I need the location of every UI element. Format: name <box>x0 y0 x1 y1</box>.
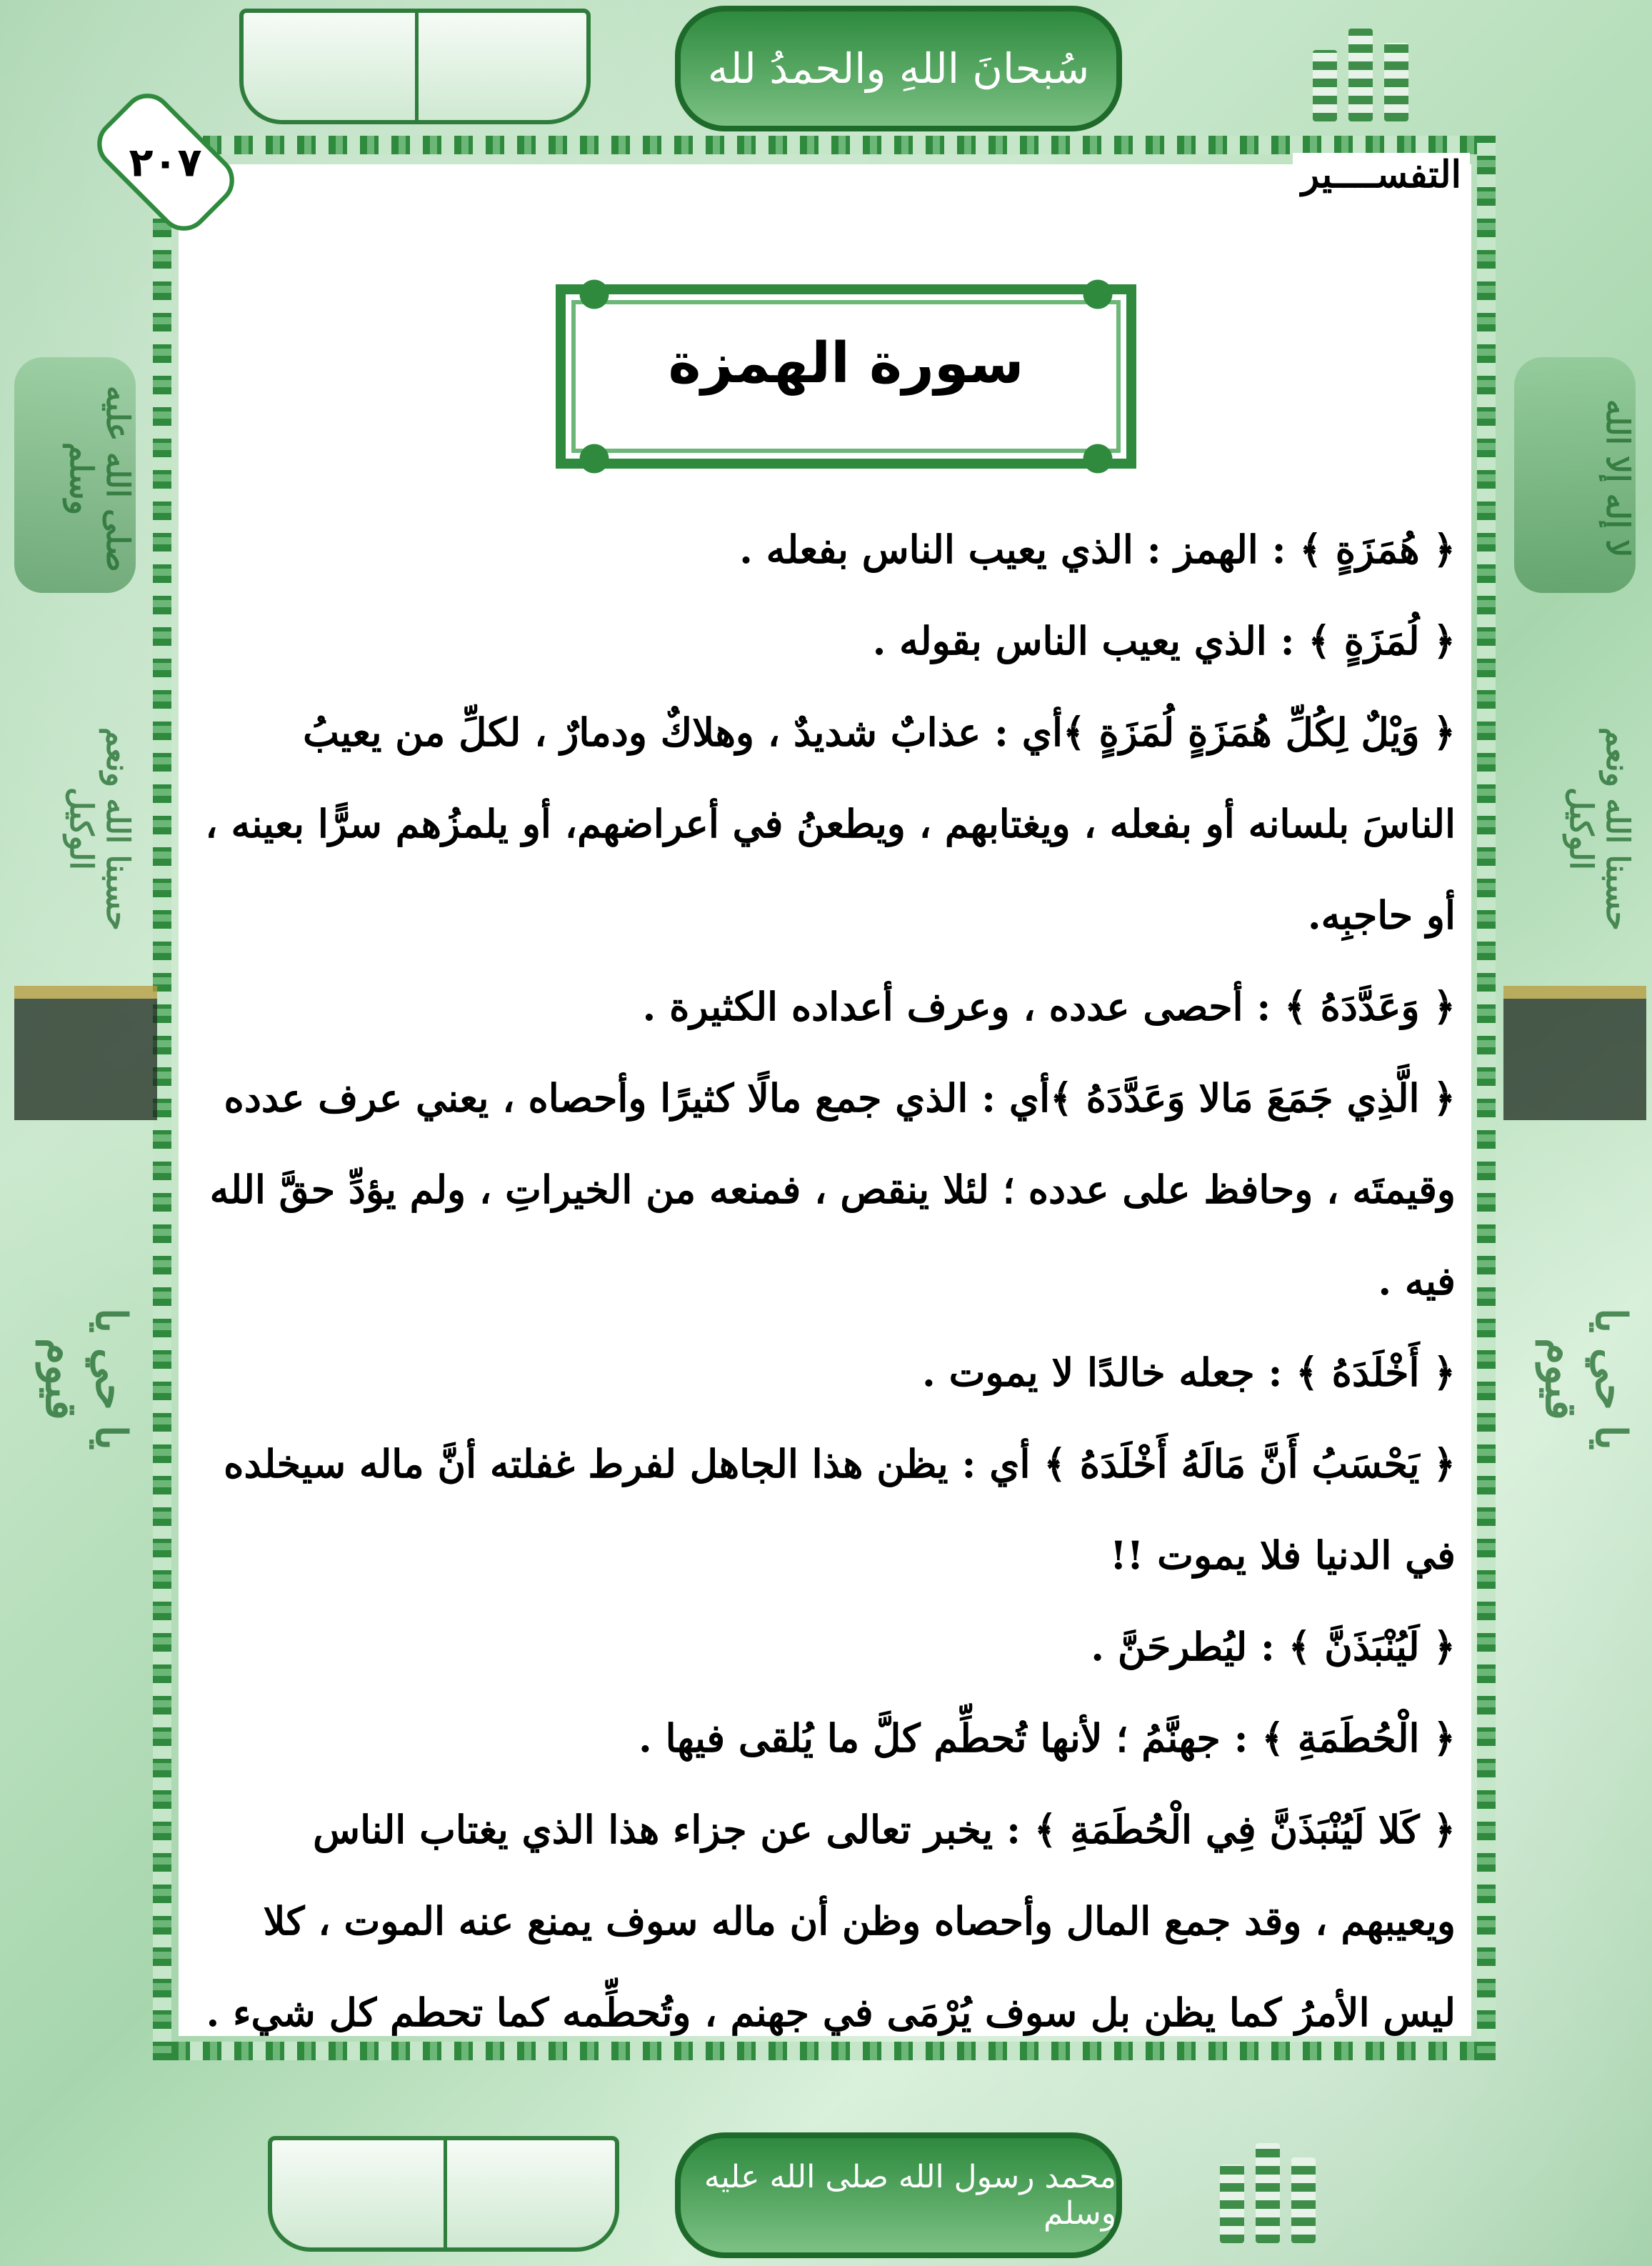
quran-term: ﴿ كَلا لَيُنْبَذَنَّ فِي الْحُطَمَةِ ﴾ <box>1033 1807 1456 1852</box>
explanation: : جهنَّمُ ؛ لأنها تُحطِّم كلَّ ما يُلقى فيها . <box>638 1715 1262 1761</box>
top-banner <box>675 6 1122 131</box>
kaaba-image <box>14 986 157 1120</box>
page-number: ٢٠٧ <box>129 139 203 186</box>
top-vine-border <box>171 136 1478 154</box>
kaaba-image <box>1503 986 1646 1120</box>
explanation: : ليُطرحَنَّ . <box>1091 1624 1288 1669</box>
open-book-icon <box>268 2136 619 2252</box>
explanation: أي : يظن هذا الجاهل لفرط غفلته أنَّ ماله سيخلده في الدنيا فلا يموت !! <box>224 1441 1456 1578</box>
tafsir-body <box>199 504 1456 2058</box>
top-banner-text: سُبحانَ اللهِ والحمدُ لله <box>707 44 1090 93</box>
surah-title: سورة الهمزة <box>668 331 1024 396</box>
left-side-calligraphy-1: صلى الله عليه وسلم <box>63 385 136 572</box>
tafsir-paragraph <box>199 1784 1456 2058</box>
explanation: أي : الذي جمع مالًا كثيرًا وأحصاه ، يعني عرف عدده وقيمتَه ، وحافظ على عدده ؛ لئلا ينقص ، فمنعه من الخيراتِ ، ولم يؤدِّ حقَّ الله فيه . <box>209 1075 1456 1304</box>
explanation: : أحصى عدده ، وعرف أعداده الكثيرة . <box>642 984 1285 1029</box>
frame-ornament <box>1055 273 1141 316</box>
tafsir-paragraph <box>199 1601 1456 1692</box>
left-side-calligraphy-3: يا حي يا قيوم <box>36 1307 136 1450</box>
open-book-icon <box>239 9 591 124</box>
tafsir-paragraph <box>199 961 1456 1052</box>
right-side-calligraphy-1: لا إله إلا الله <box>1599 399 1636 558</box>
quran-term: ﴿ لُمَزَةٍ ﴾ <box>1308 618 1456 664</box>
tafsir-paragraph <box>199 1418 1456 1601</box>
bottom-banner <box>675 2132 1122 2258</box>
explanation: : جعله خالدًا لا يموت . <box>922 1349 1296 1395</box>
quran-term: ﴿ يَحْسَبُ أَنَّ مَالَهُ أَخْلَدَهُ ﴾ <box>1043 1441 1456 1487</box>
tafsir-paragraph <box>199 595 1456 687</box>
tafsir-paragraph <box>199 687 1456 961</box>
right-vine-border <box>1477 136 1496 2060</box>
frame-ornament <box>551 273 637 316</box>
explanation: : الذي يعيب الناس بقوله . <box>872 618 1308 664</box>
explanation: : الهمز : الذي يعيب الناس بفعله . <box>739 526 1300 572</box>
candles-icon <box>1214 2136 1321 2243</box>
quran-term: ﴿ وَعَدَّدَهُ ﴾ <box>1284 984 1456 1029</box>
right-side-calligraphy-3: يا حي يا قيوم <box>1536 1307 1636 1450</box>
quran-term: ﴿ الْحُطَمَةِ ﴾ <box>1261 1715 1456 1761</box>
quran-term: ﴿ لَيُنْبَذَنَّ ﴾ <box>1288 1624 1456 1669</box>
tafsir-paragraph <box>199 1692 1456 1784</box>
right-side-calligraphy-2: حسبنا الله ونعم الوكيل <box>1563 727 1636 931</box>
tafsir-paragraph <box>199 1327 1456 1418</box>
explanation: : يخبر تعالى عن جزاء هذا الذي يغتاب الناس ويعيبهم ، وقد جمع المال وأحصاه وظن أن ماله سوف يمنع عنه الموت ، كلا ليس الأمرُ كما يظن بل سوف يُرْمَى في جهنم ، وتُحطِّمه كما تحطم كل شيء . <box>206 1807 1456 2035</box>
running-head: التفســــير <box>1293 153 1470 196</box>
quran-term: ﴿ هُمَزَةٍ ﴾ <box>1299 526 1456 572</box>
bottom-banner-text: محمد رسول الله صلى الله عليه وسلم <box>704 2159 1116 2232</box>
candles-icon <box>1307 14 1414 121</box>
tafsir-paragraph <box>199 504 1456 595</box>
left-side-calligraphy-2: حسبنا الله ونعم الوكيل <box>63 727 136 931</box>
surah-title-frame <box>556 284 1136 469</box>
quran-term: ﴿ أَخْلَدَهُ ﴾ <box>1296 1349 1456 1395</box>
quran-term: ﴿ وَيْلٌ لِكُلِّ هُمَزَةٍ لُمَزَةٍ ﴾ <box>1063 709 1456 755</box>
explanation: أي : عذابٌ شديدٌ ، وهلاكٌ ودمارٌ ، لكلِّ من يعيبُ الناسَ بلسانه أو بفعله ، ويغتابهم ، ويطعنُ في أعراضهم، أو يلمزُهم سرًّا بعينه ، أو حاجبِه. <box>205 709 1456 938</box>
tafsir-paragraph <box>199 1052 1456 1327</box>
quran-term: ﴿ الَّذِي جَمَعَ مَالا وَعَدَّدَهُ ﴾ <box>1050 1075 1456 1121</box>
frame-ornament <box>551 437 637 480</box>
frame-ornament <box>1055 437 1141 480</box>
